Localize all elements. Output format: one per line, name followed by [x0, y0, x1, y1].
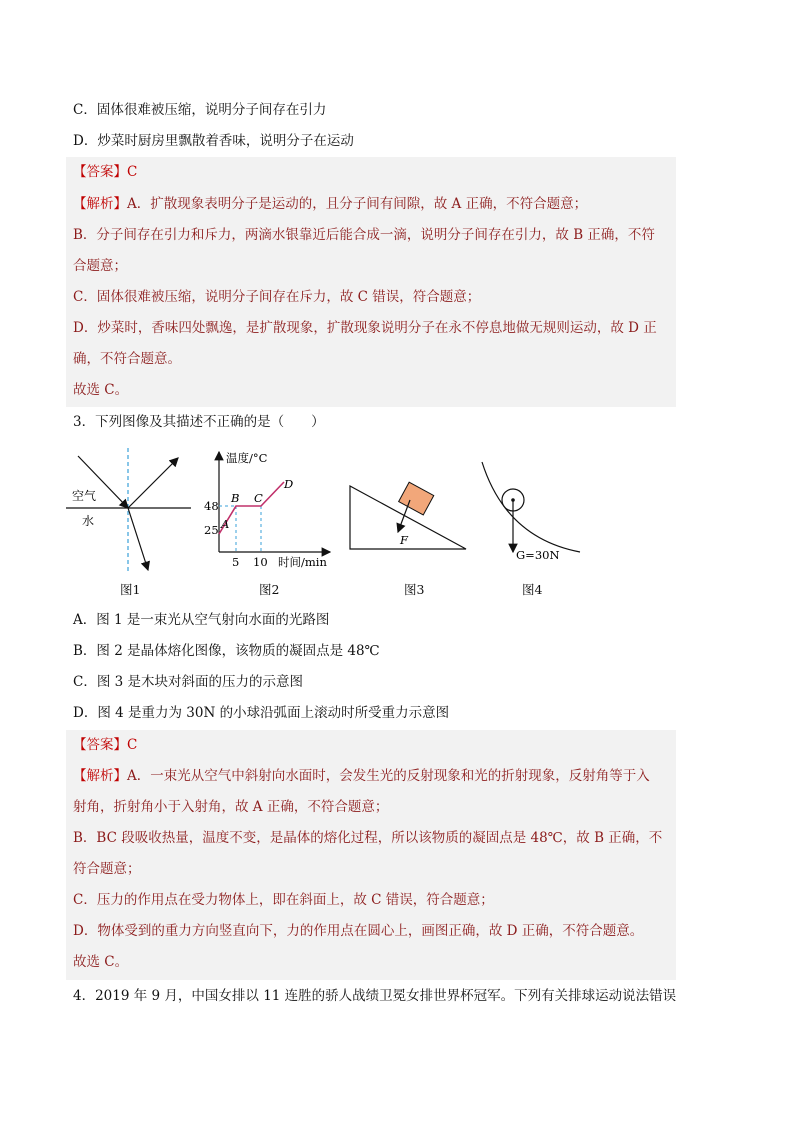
q3-figures — [66, 448, 586, 598]
q2-analysis-line-4: C．固体很难被压缩，说明分子间存在斥力，故 C 错误，符合题意； — [73, 289, 481, 305]
q3-option-b: B．图 2 是晶体熔化图像，该物质的凝固点是 48℃ — [73, 643, 380, 659]
q3-analysis-line-4: 符合题意； — [73, 861, 141, 877]
q3-option-d: D．图 4 是重力为 30N 的小球沿弧面上滚动时所受重力示意图 — [73, 705, 450, 721]
y-label: 温度/°C — [226, 451, 268, 465]
answer-value: C — [127, 164, 138, 180]
q2-answer-line — [73, 162, 137, 182]
q3-option-c: C．图 3 是木块对斜面的压力的示意图 — [73, 674, 304, 690]
figure-3-caption: 图3 — [404, 582, 425, 597]
point-c: C — [254, 491, 263, 505]
q3-stem: 3．下列图像及其描述不正确的是（ ） — [73, 414, 325, 430]
q2-analysis-line-3: 合题意； — [73, 258, 127, 274]
option-d: D．炒菜时厨房里飘散着香味，说明分子在运动 — [73, 133, 354, 149]
gravity-label: G=30N — [516, 548, 560, 562]
figure-2-melting-graph — [204, 448, 334, 578]
point-d: D — [284, 477, 294, 491]
q2-analysis-line-5: D．炒菜时，香味四处飘逸，是扩散现象，扩散现象说明分子在永不停息地做无规则运动，故 D 正 — [73, 320, 657, 336]
q3-analysis-line-7: 故选 C。 — [73, 954, 129, 970]
q3-analysis-line-5: C．压力的作用点在受力物体上，即在斜面上，故 C 错误，符合题意； — [73, 892, 494, 908]
x-label: 时间/min — [278, 555, 327, 569]
q3-answer-line — [73, 735, 137, 755]
q2-analysis-line-1: 【解析】A．扩散现象表明分子是运动的，且分子间有间隙，故 A 正确，不符合题意； — [73, 196, 588, 212]
figure-1-light-path — [66, 448, 196, 578]
figure-1-caption: 图1 — [120, 582, 141, 597]
arc-surface — [482, 462, 580, 552]
y-tick-25: 25 — [204, 523, 219, 537]
refracted-ray — [128, 508, 148, 570]
q2-analysis-line-7: 故选 C。 — [73, 382, 129, 398]
x-tick-10: 10 — [253, 555, 268, 569]
point-a: A — [221, 517, 230, 531]
figure-3-incline — [348, 468, 478, 578]
q3-analysis-line-6: D．物体受到的重力方向竖直向下，力的作用点在圆心上，画图正确，故 D 正确，不符合题意。 — [73, 923, 644, 939]
option-c: C．固体很难被压缩，说明分子间存在引力 — [73, 102, 327, 118]
q2-analysis-line-6: 确，不符合题意。 — [73, 351, 181, 367]
answer-value: C — [127, 737, 138, 753]
figure-4-ball-arc — [476, 448, 586, 573]
wooden-block — [399, 482, 434, 515]
answer-tag: 【答案】 — [73, 737, 127, 753]
analysis-tag: 【解析】 — [73, 768, 127, 784]
label-water: 水 — [82, 514, 95, 528]
q3-option-a: A．图 1 是一束光从空气射向水面的光路图 — [73, 612, 330, 628]
point-b: B — [231, 491, 240, 505]
q4-stem: 4．2019 年 9 月，中国女排以 11 连胜的骄人战绩卫冕女排世界杯冠军。下列有关排球运动说法错误 — [73, 988, 677, 1004]
figure-2-caption: 图2 — [259, 582, 280, 597]
force-label: F — [400, 533, 408, 547]
q3-analysis-line-3: B．BC 段吸收热量，温度不变，是晶体的熔化过程，所以该物质的凝固点是 48℃，故 B 正确，不 — [73, 830, 663, 846]
analysis-tag: 【解析】 — [73, 196, 127, 212]
x-tick-5: 5 — [232, 555, 240, 569]
answer-tag: 【答案】 — [73, 164, 127, 180]
q2-analysis-line-2: B．分子间存在引力和斥力，两滴水银靠近后能合成一滴，说明分子间存在引力，故 B 正确，不符 — [73, 227, 655, 243]
y-tick-48: 48 — [204, 499, 219, 513]
reflected-ray — [128, 458, 178, 508]
label-air: 空气 — [72, 489, 97, 503]
figure-4-caption: 图4 — [522, 582, 543, 597]
q3-analysis-line-2: 射角，折射角小于入射角，故 A 正确，不符合题意； — [73, 799, 389, 815]
q3-analysis-line-1: 【解析】A．一束光从空气中斜射向水面时，会发生光的反射现象和光的折射现象，反射角等于入 — [73, 768, 650, 784]
